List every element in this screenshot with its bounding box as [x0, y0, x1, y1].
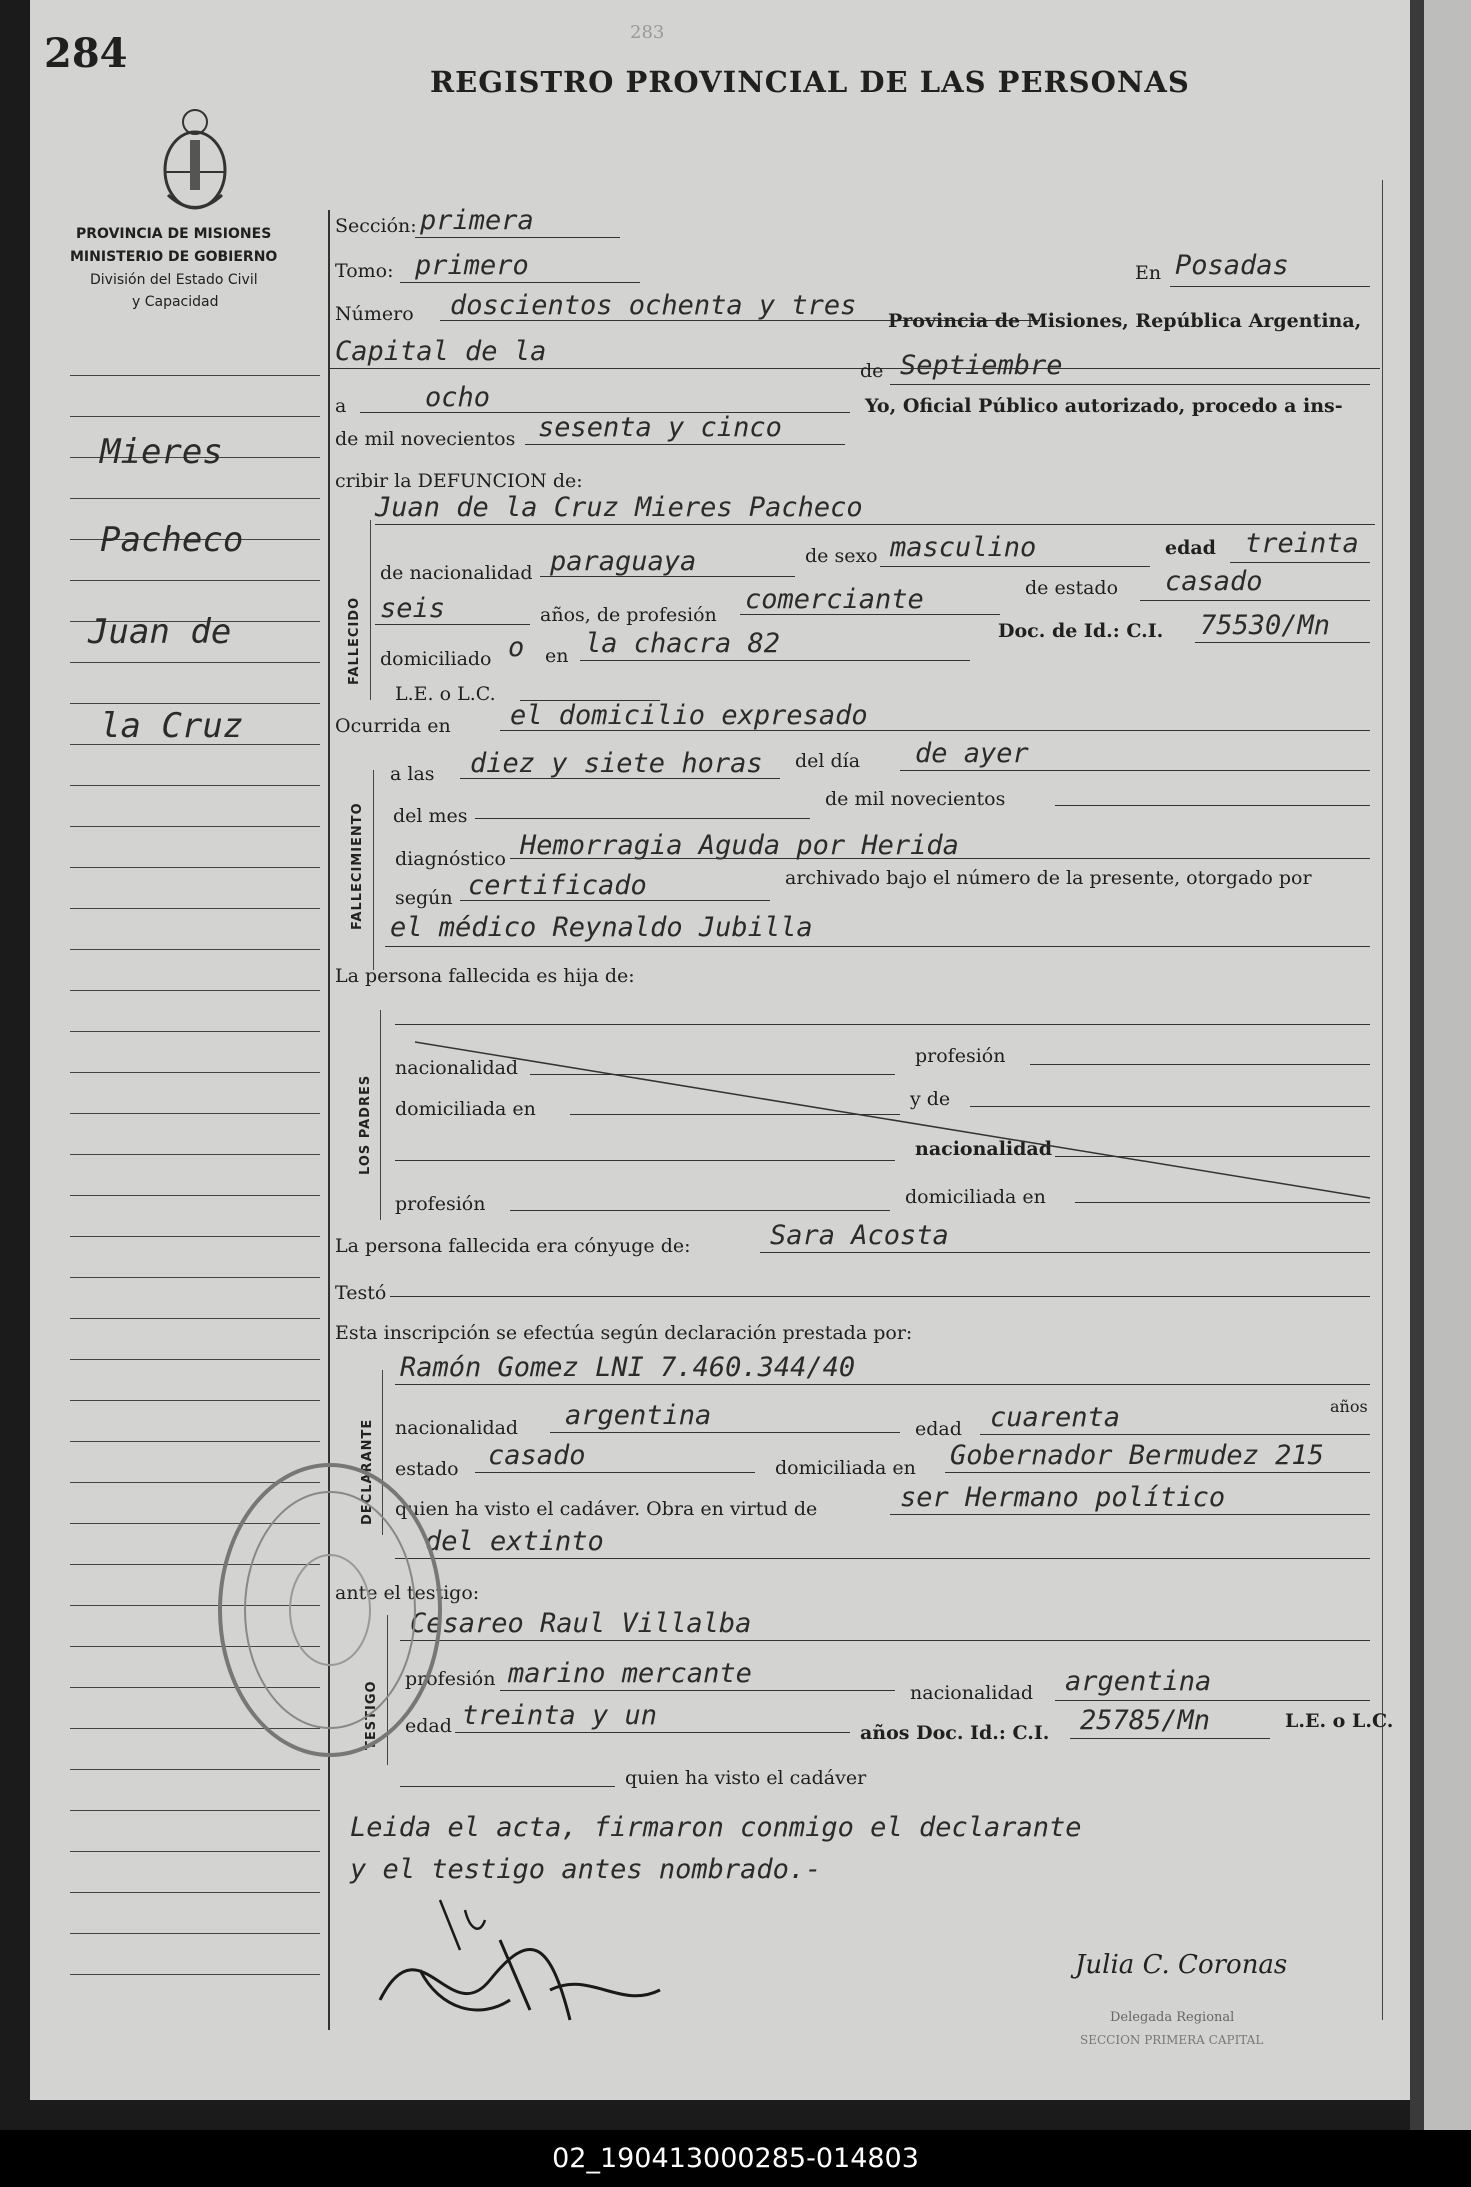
image-id-footer: 02_190413000285-014803 [0, 2130, 1471, 2187]
diagnostico-label: diagnóstico [395, 848, 506, 870]
margin-rule [70, 1974, 320, 1975]
margin-name-line-3: Juan de [88, 612, 232, 652]
fallecido-nacionalidad-value: paraguaya [550, 546, 697, 577]
provincia-text: Provincia de Misiones, República Argentina, [888, 310, 1362, 332]
testo-label: Testó [335, 1282, 387, 1304]
declarante-estado-label: estado [395, 1458, 459, 1480]
faint-page-number: 283 [630, 22, 665, 43]
testigo-nacionalidad-value: argentina [1065, 1666, 1212, 1697]
margin-name-line-1: Mieres [100, 432, 223, 472]
official-seal-icon [210, 1450, 450, 1770]
officer-signature: Julia C. Coronas [1075, 1950, 1288, 1980]
fallecido-en-label: en [545, 645, 569, 667]
archivado-text: archivado bajo el número de la presente, otorgado por [785, 867, 1312, 889]
conyuge-value: Sara Acosta [770, 1220, 949, 1251]
fallecido-estado-label: de estado [1025, 577, 1119, 599]
testigo-edad-value: treinta y un [462, 1700, 658, 1731]
dia-value: de ayer [915, 738, 1029, 769]
madre-profesion-label: profesión [395, 1193, 486, 1215]
seccion-value: primera [420, 205, 534, 236]
padres-intro: La persona fallecida es hija de: [335, 965, 635, 987]
testigo-intro: ante el testigo: [335, 1582, 480, 1604]
ocurrida-value: el domicilio expresado [510, 700, 868, 731]
closing-line-1: Leida el acta, firmaron conmigo el declarante [350, 1812, 1082, 1843]
y-de-label: y de [910, 1088, 951, 1110]
fallecido-domicilio-o: o [508, 632, 525, 663]
adjacent-page-edge [1410, 0, 1471, 2130]
dia-value: ocho [425, 382, 491, 413]
fallecido-anios-profesion-label: años, de profesión [540, 604, 717, 626]
testigo-le-lc-label: L.E. o L.C. [1285, 1710, 1394, 1732]
testigo-doc-value: 25785/Mn [1080, 1705, 1211, 1736]
fallecido-profesion-value: comerciante [745, 584, 924, 615]
declarante-obra-value: ser Hermano político [900, 1482, 1226, 1513]
tomo-value: primero [415, 250, 529, 281]
fallecido-le-lc-label: L.E. o L.C. [395, 683, 496, 705]
fallecimiento-mil-label: de mil novecientos [825, 788, 1006, 810]
declarant-signature-icon [360, 1880, 720, 2040]
declarante-obra-value-2: del extinto [425, 1526, 604, 1557]
margin-rule [70, 1851, 320, 1852]
officer-stamp-2: SECCION PRIMERA CAPITAL [1080, 2033, 1264, 2047]
mes-label: del mes [393, 805, 468, 827]
testigo-profesion-value: marino mercante [508, 1658, 752, 1689]
margin-rule [70, 1933, 320, 1934]
dia-label: del día [795, 750, 861, 772]
fallecido-edad-value: treinta [1245, 528, 1359, 559]
hora-label: a las [390, 763, 435, 785]
page-title: REGISTRO PROVINCIAL DE LAS PERSONAS [430, 65, 1190, 99]
fallecido-doc-label: Doc. de Id.: C.I. [998, 620, 1164, 642]
anio-value: sesenta y cinco [538, 412, 782, 443]
testigo-nombre: Cesareo Raul Villalba [410, 1608, 752, 1639]
margin-rule [70, 1318, 320, 1319]
fallecido-doc-value: 75530/Mn [1200, 610, 1331, 641]
agency-line-4: y Capacidad [132, 294, 219, 310]
cribir-text: cribir la DEFUNCION de: [335, 470, 583, 492]
capital-value: Capital de la [335, 336, 547, 367]
en-label: En [1135, 262, 1162, 284]
officer-stamp: Delegada Regional [1110, 2010, 1235, 2025]
declarante-anios-label: años [1330, 1397, 1368, 1416]
testigo-section-label: TESTIGO [364, 1680, 379, 1750]
fallecido-section-label: FALLECIDO [347, 596, 362, 685]
testigo-anios-doc-label: años Doc. Id.: C.I. [860, 1722, 1050, 1744]
fallecido-domicilio-value: la chacra 82 [585, 628, 781, 659]
declarante-cadaver-text: quien ha visto el cadáver. Obra en virtud de [395, 1498, 818, 1520]
segun-value: certificado [468, 870, 647, 901]
mil-label: de mil novecientos [335, 428, 516, 450]
margin-name-line-2: Pacheco [100, 520, 244, 560]
declarante-edad-label: edad [915, 1418, 962, 1440]
declarante-nombre: Ramón Gomez LNI 7.460.344/40 [400, 1352, 856, 1383]
declarante-section-label: DECLARANTE [360, 1418, 375, 1525]
fallecido-nombre: Juan de la Cruz Mieres Pacheco [375, 492, 863, 523]
padre-domiciliada-label: domiciliada en [395, 1098, 536, 1120]
testigo-profesion-label: profesión [405, 1668, 496, 1690]
cancel-strike [30, 0, 1410, 1300]
padre-nacionalidad-label: nacionalidad [395, 1057, 519, 1079]
margin-rule [70, 1892, 320, 1893]
mes-value: Septiembre [900, 350, 1063, 381]
agency-line-3: División del Estado Civil [90, 272, 258, 288]
margin-rule [70, 1810, 320, 1811]
declarante-estado-value: casado [488, 1440, 586, 1471]
ocurrida-label: Ocurrida en [335, 715, 451, 737]
tomo-label: Tomo: [335, 260, 394, 282]
margin-rule [70, 1441, 320, 1442]
fallecido-sexo-value: masculino [890, 532, 1037, 563]
declarante-nacionalidad-value: argentina [565, 1400, 712, 1431]
madre-domiciliada-label: domiciliada en [905, 1186, 1046, 1208]
fallecido-sexo-label: de sexo [805, 545, 878, 567]
page-number: 284 [44, 30, 128, 77]
numero-label: Número [335, 303, 414, 325]
en-value: Posadas [1175, 250, 1289, 281]
register-page [30, 0, 1410, 2100]
a-label: a [335, 395, 347, 417]
agency-line-2: MINISTERIO DE GOBIERNO [70, 249, 278, 265]
declarante-edad-value: cuarenta [990, 1402, 1121, 1433]
fallecido-estado-value: casado [1165, 566, 1263, 597]
agency-line-1: PROVINCIA DE MISIONES [76, 226, 272, 242]
numero-value: doscientos ochenta y tres [450, 290, 857, 321]
declarante-domicilio-value: Gobernador Bermudez 215 [950, 1440, 1324, 1471]
madre-nacionalidad-label: nacionalidad [915, 1138, 1053, 1160]
medico-value: el médico Reynaldo Jubilla [390, 912, 813, 943]
fallecido-edad-value-2: seis [380, 593, 446, 624]
fallecido-nacionalidad-label: de nacionalidad [380, 562, 533, 584]
diagnostico-value: Hemorragia Aguda por Herida [520, 830, 959, 861]
conyuge-label: La persona fallecida era cónyuge de: [335, 1235, 691, 1257]
padres-section-label: LOS PADRES [358, 1074, 373, 1175]
padre-profesion-label: profesión [915, 1045, 1006, 1067]
declarante-domiciliada-label: domiciliada en [775, 1457, 916, 1479]
fallecimiento-section-label: FALLECIMIENTO [350, 802, 365, 930]
margin-rule [70, 1359, 320, 1360]
testigo-edad-label: edad [405, 1715, 452, 1737]
seccion-label: Sección: [335, 215, 417, 237]
de-label: de [860, 360, 884, 382]
margin-name-line-4: la Cruz [100, 706, 244, 746]
testigo-cadaver-text: quien ha visto el cadáver [625, 1767, 867, 1789]
declaracion-text: Esta inscripción se efectúa según declaración prestada por: [335, 1322, 913, 1344]
segun-label: según [395, 887, 453, 909]
margin-rule [70, 1400, 320, 1401]
closing-line-2: y el testigo antes nombrado.- [350, 1854, 822, 1885]
testigo-nacionalidad-label: nacionalidad [910, 1682, 1034, 1704]
oficial-text: Yo, Oficial Público autorizado, procedo a ins- [865, 395, 1343, 417]
declarante-nacionalidad-label: nacionalidad [395, 1417, 519, 1439]
hora-value: diez y siete horas [470, 748, 763, 779]
fallecido-domicilio-label: domiciliado [380, 648, 492, 670]
fallecido-edad-label: edad [1165, 537, 1216, 559]
